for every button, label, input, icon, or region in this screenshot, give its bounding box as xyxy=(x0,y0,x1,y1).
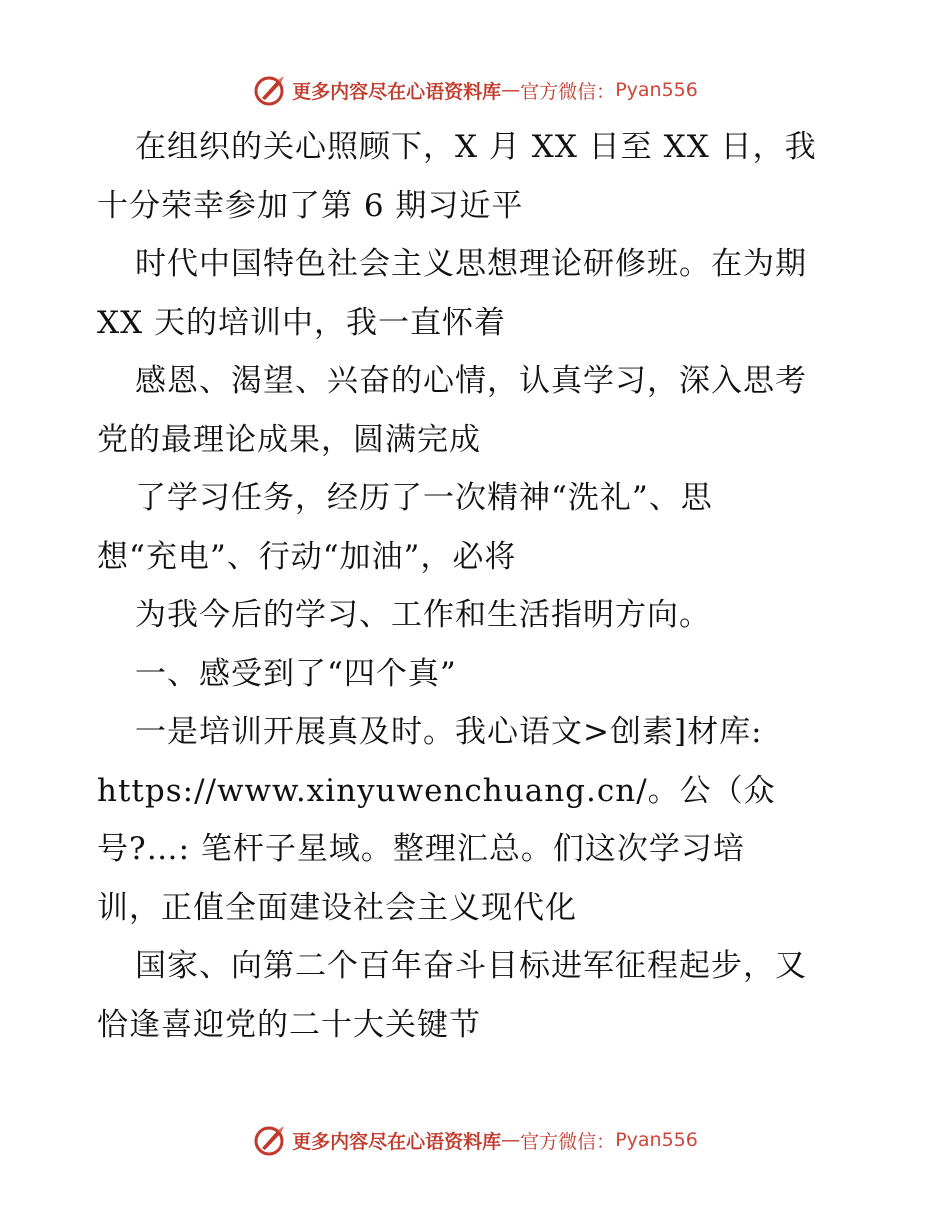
text-line: 了学习任务，经历了一次精神“洗礼”、思 xyxy=(135,480,713,516)
text-line: 恰逢喜迎党的二十大关键节 xyxy=(97,1006,481,1043)
banner-contact-label: 官方微信： xyxy=(520,1130,616,1153)
quill-logo-icon xyxy=(252,72,288,108)
text-line: 感恩、渴望、兴奋的心情，认真学习，深入思考 xyxy=(135,363,807,399)
banner-brand: 更多内容尽在心语资料库 xyxy=(292,80,502,103)
banner-contact-label: 官方微信： xyxy=(520,80,616,103)
banner-wechat-id: Pyan556 xyxy=(615,1129,698,1151)
text-line: 想“充电”、行动“加油”，必将 xyxy=(97,538,517,575)
banner-wechat-id: Pyan556 xyxy=(615,79,698,101)
text-line: https://www.xinyuwenchuang.cn/。公（众 xyxy=(97,772,776,809)
document-body xyxy=(97,118,877,1054)
text-line: 一、感受到了“四个真” xyxy=(135,655,457,692)
text-line: 训，正值全面建设社会主义现代化 xyxy=(97,889,577,926)
text-line: 国家、向第二个百年奋斗目标进军征程起步，又 xyxy=(135,948,807,984)
text-line: 时代中国特色社会主义思想理论研修班。在为期 xyxy=(135,246,807,282)
footer-watermark xyxy=(0,1120,950,1160)
banner-separator: — xyxy=(501,79,521,101)
quill-logo-icon xyxy=(252,1122,288,1158)
text-line: 为我今后的学习、工作和生活指明方向。 xyxy=(135,597,711,633)
text-line: 号?…: 笔杆子星域。整理汇总。们这次学习培 xyxy=(97,831,745,867)
header-watermark xyxy=(0,70,950,110)
text-line: 在组织的关心照顾下，X 月 XX 日至 XX 日，我 xyxy=(135,129,817,165)
text-line: 十分荣幸参加了第 6 期习近平 xyxy=(97,187,524,224)
text-line: XX 天的培训中，我一直怀着 xyxy=(97,304,506,341)
text-line: 党的最理论成果，圆满完成 xyxy=(97,421,481,458)
text-line: 一是培训开展真及时。我心语文>创素]材库: xyxy=(135,714,763,750)
banner-brand: 更多内容尽在心语资料库 xyxy=(292,1130,502,1153)
banner-separator: — xyxy=(501,1129,521,1151)
